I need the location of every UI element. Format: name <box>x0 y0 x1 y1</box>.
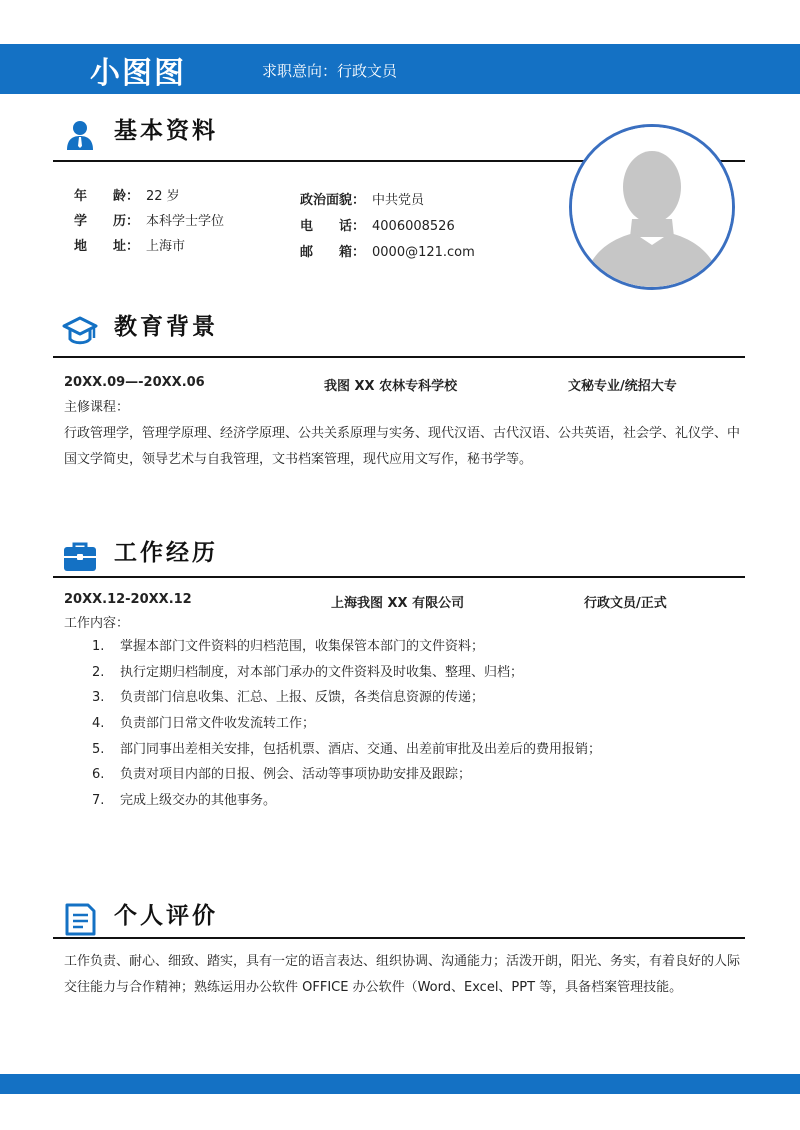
list-item: 1. 掌握本部门文件资料的归档范围，收集保管本部门的文件资料； <box>92 639 485 654</box>
info-phone <box>300 215 455 234</box>
info-education-value: 本科学士学位 <box>146 214 225 229</box>
info-politics <box>300 189 424 208</box>
info-address <box>74 235 185 254</box>
section-evaluation-title: 个人评价 <box>114 903 218 929</box>
info-email-value: 0000@121.com <box>372 245 475 260</box>
info-age <box>74 185 180 204</box>
info-phone-label: 电 话： <box>300 219 366 234</box>
footer-bar <box>0 1074 800 1094</box>
info-age-label: 年 龄： <box>74 189 140 204</box>
info-email-label: 邮 箱： <box>300 245 366 260</box>
info-address-label: 地 址： <box>74 239 140 254</box>
education-school: 我图 XX 农林专科学校 <box>324 379 458 394</box>
info-email <box>300 241 475 260</box>
profile-photo <box>569 124 735 290</box>
person-icon <box>62 116 98 152</box>
section-evaluation-divider <box>53 937 745 939</box>
job-intent: 求职意向：行政文员 <box>262 62 398 80</box>
info-phone-value: 4006008526 <box>372 219 455 234</box>
list-item: 4. 负责部门日常文件收发流转工作； <box>92 716 316 732</box>
evaluation-text: 工作负责、耐心、细致、踏实，具有一定的语言表达、组织协调、沟通能力；活泼开朗，阳光、务实，有着良好的人际交往能力与合作精神；熟练运用办公软件 OFFICE 办公软件（Word、Excel、PPT 等，具备档案管理技能。 <box>64 954 741 995</box>
list-item: 5. 部门同事出差相关安排，包括机票、酒店、交通、出差前审批及出差后的费用报销； <box>92 741 602 757</box>
avatar-placeholder-icon <box>572 127 732 287</box>
work-company: 上海我图 XX 有限公司 <box>331 596 465 611</box>
section-work-divider <box>53 576 745 578</box>
education-period: 20XX.09—-20XX.06 <box>64 375 205 390</box>
list-item: 3. 负责部门信息收集、汇总、上报、反馈，各类信息资源的传递； <box>92 690 485 706</box>
info-education <box>74 210 224 229</box>
section-work-title: 工作经历 <box>114 540 218 566</box>
section-education-divider <box>53 356 745 358</box>
list-item: 7. 完成上级交办的其他事务。 <box>92 793 277 809</box>
briefcase-icon <box>62 538 98 574</box>
info-education-label: 学 历： <box>74 214 140 229</box>
info-age-value: 22 岁 <box>146 189 180 204</box>
info-politics-value: 中共党员 <box>372 193 425 208</box>
work-position: 行政文员/正式 <box>584 596 667 611</box>
education-major: 文秘专业/统招大专 <box>568 379 677 394</box>
document-icon <box>62 901 98 937</box>
list-item: 2. 执行定期归档制度，对本部门承办的文件资料及时收集、整理、归档； <box>92 664 524 680</box>
info-address-value: 上海市 <box>146 239 186 254</box>
work-period: 20XX.12-20XX.12 <box>64 592 192 607</box>
candidate-name: 小图图 <box>90 56 186 91</box>
list-item: 6. 负责对项目内部的日报、例会、活动等事项协助安排及跟踪； <box>92 767 472 783</box>
work-content-label: 工作内容： <box>64 616 130 631</box>
info-politics-label: 政治面貌： <box>300 193 366 208</box>
work-duties-list <box>92 634 601 814</box>
section-education-title: 教育背景 <box>114 314 218 340</box>
section-basic-title: 基本资料 <box>114 118 218 144</box>
courses-text: 行政管理学，管理学原理、经济学原理、公共关系原理与实务、现代汉语、古代汉语、公共英语，社会学、礼仪学、中国文学简史，领导艺术与自我管理，文书档案管理，现代应用文写作，秘书学等。 <box>64 426 741 467</box>
header-bar <box>0 44 800 94</box>
courses-label: 主修课程： <box>64 400 130 415</box>
graduation-cap-icon <box>62 312 98 348</box>
